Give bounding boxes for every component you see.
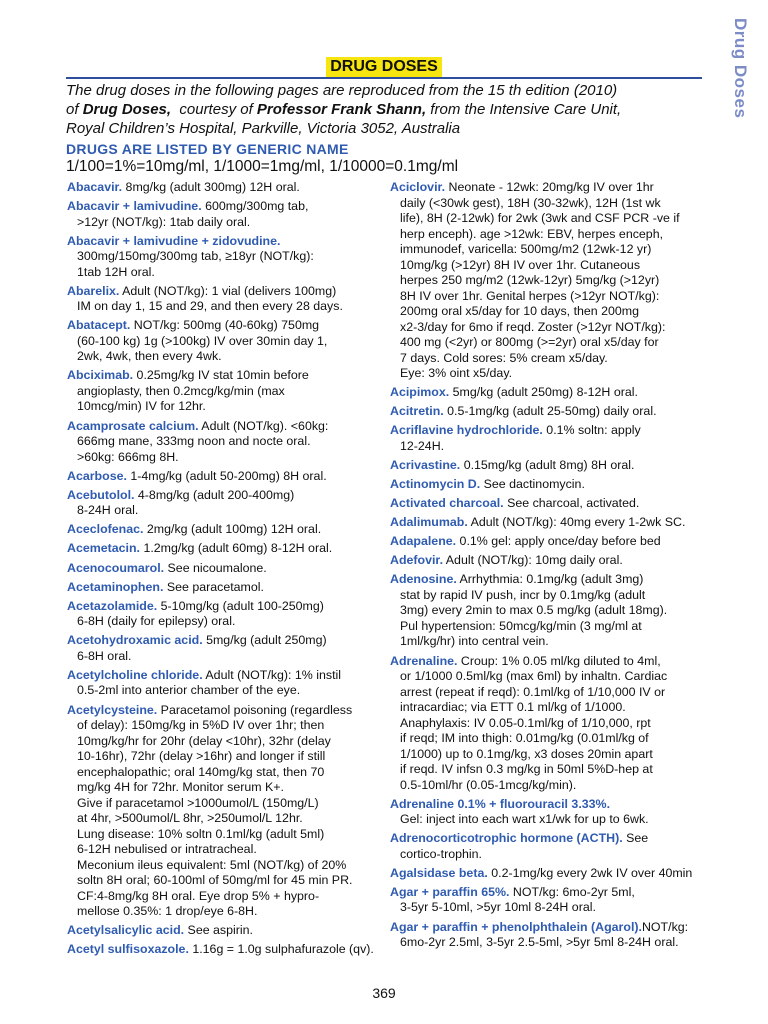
drug-entry-line: soltn 8H oral; 60-100ml of 50mg/ml for 45 min PR.: [77, 873, 353, 887]
drug-entry-line: 6mo-2yr 2.5ml, 3-5yr 2.5-5ml, >5yr 5ml 8-24H oral.: [400, 935, 679, 949]
drug-entry-first-line: [67, 284, 381, 300]
drug-entry-line: Give if paracetamol >1000umol/L (150mg/L): [77, 795, 319, 810]
drug-entry-line: x2-3/day for 6mo if reqd. Zoster (>12yr NOT/kg):: [400, 319, 666, 334]
drug-list-right-column: [390, 180, 708, 954]
drug-entry-first-line: [67, 469, 381, 485]
drug-entry-line: 10mg/kg (>12yr) 8H IV over 1hr. Cutaneous: [400, 257, 641, 272]
drug-entry: [390, 423, 708, 454]
intro-text: of: [66, 101, 83, 118]
drug-name: Acetazolamide.: [67, 598, 158, 613]
drug-dose-text: Croup: 1% 0.05 ml/kg diluted to 4ml,: [457, 653, 661, 668]
drug-entry-line: >60kg: 666mg 8H.: [77, 449, 179, 464]
intro-line-1: The drug doses in the following pages are reproduced from the 15 th edition (2010): [66, 82, 618, 99]
drug-dose-text: 1.16g = 1.0g sulphafurazole (qv).: [188, 942, 374, 957]
drug-name: Acetylsalicylic acid.: [67, 923, 185, 938]
drug-entry-line: angioplasty, then 0.2mcg/kg/min (max: [77, 383, 285, 398]
drug-entry-first-line: [67, 668, 381, 684]
drug-entry: [390, 404, 708, 420]
drug-entry: [390, 831, 708, 862]
drug-entry-line: Eye: 3% oint x5/day.: [400, 366, 513, 380]
drug-entry-first-line: [67, 180, 381, 196]
drug-name: Acetyl sulfisoxazole.: [67, 942, 189, 957]
drug-entry-line: 1tab 12H oral.: [77, 264, 155, 279]
drug-dose-text: 0.15mg/kg (adult 8mg) 8H oral.: [460, 457, 635, 472]
drug-entry-line: 6-8H oral.: [77, 648, 132, 663]
drug-entry-line: 8H IV over 1hr. Genital herpes (>12yr NOT/kg):: [400, 288, 660, 303]
drug-entry: [67, 368, 381, 415]
drug-entry-line: Pul hypertension: 50mcg/kg/min (3 mg/ml at: [400, 618, 642, 633]
drug-entry-line: Lung disease: 10% soltn 0.1ml/kg (adult 5ml): [77, 826, 325, 841]
drug-name: Acetohydroxamic acid.: [67, 633, 203, 648]
drug-entry: [390, 885, 708, 916]
drug-dose-text: Arrhythmia: 0.1mg/kg (adult 3mg): [456, 572, 644, 587]
drug-dose-text: NOT/kg: 6mo-2yr 5ml,: [509, 884, 635, 899]
drug-entry-first-line: [390, 866, 708, 882]
drug-entry-first-line: [67, 419, 381, 435]
drug-entry-first-line: [67, 234, 381, 250]
drug-entry-line: IM on day 1, 15 and 29, and then every 28 days.: [77, 299, 343, 314]
intro-book-title: Drug Doses,: [82, 101, 172, 118]
drug-name: Agar + paraffin + phenolphthalein (Agarol).: [390, 919, 642, 934]
drug-name: Adefovir.: [390, 553, 444, 568]
drug-entry-line: 2wk, 4wk, then every 4wk.: [77, 349, 222, 364]
page-title: DRUG DOSES: [326, 57, 442, 77]
drug-entry: [67, 923, 381, 939]
drug-entry: [67, 488, 381, 519]
drug-entry-first-line: [390, 553, 708, 569]
drug-list-left-column: [67, 180, 381, 961]
drug-entry-line: intracardiac; via ETT 0.1 ml/kg of 1/1000.: [400, 700, 626, 715]
drug-name: Acebutolol.: [67, 487, 135, 502]
drug-entry-first-line: [67, 318, 381, 334]
drug-entry: [390, 180, 708, 382]
drug-entry-first-line: [67, 942, 381, 958]
intro-paragraph: [66, 81, 706, 138]
drug-entry: [67, 180, 381, 196]
drug-dose-text: See charcoal, activated.: [503, 496, 640, 511]
drug-name: Abarelix.: [67, 283, 120, 298]
title-container: [0, 57, 768, 77]
drug-dose-text: Adult (NOT/kg). <60kg:: [198, 418, 329, 433]
drug-entry-line: Gel: inject into each wart x1/wk for up to 6wk.: [400, 812, 649, 827]
drug-dose-text: 0.1% gel: apply once/day before bed: [456, 534, 661, 549]
drug-dose-text: 0.1% soltn: apply: [542, 423, 641, 438]
drug-entry-line: 6-12H nebulised or intratracheal.: [77, 842, 257, 856]
drug-entry-first-line: [67, 199, 381, 215]
drug-dose-text: Adult (NOT/kg): 1% instil: [202, 667, 342, 682]
drug-name: Activated charcoal.: [390, 496, 504, 511]
drug-entry-first-line: [67, 923, 381, 939]
drug-name: Adrenocorticotrophic hormone (ACTH).: [390, 831, 623, 846]
drug-entry: [67, 580, 381, 596]
drug-entry-first-line: [67, 488, 381, 504]
drug-entry-line: 300mg/150mg/300mg tab, ≥18yr (NOT/kg):: [77, 249, 314, 264]
drug-name: Acitretin.: [390, 404, 444, 419]
drug-entry-first-line: [390, 515, 708, 531]
drug-dose-text: Adult (NOT/kg): 1 vial (delivers 100mg): [119, 283, 337, 298]
drug-dose-text: 2mg/kg (adult 100mg) 12H oral.: [143, 522, 322, 537]
drug-dose-text: 0.5-1mg/kg (adult 25-50mg) daily oral.: [443, 404, 657, 419]
drug-name: Adenosine.: [390, 572, 457, 587]
drug-dose-text: See nicoumalone.: [164, 560, 267, 575]
drug-entry-line: herp enceph). age >12wk: EBV, herpes enceph,: [400, 226, 664, 241]
drug-entry: [390, 458, 708, 474]
drug-dose-text: See aspirin.: [184, 923, 253, 938]
drug-name: Acenocoumarol.: [67, 560, 165, 575]
drug-entry: [390, 515, 708, 531]
drug-entry-first-line: [390, 572, 708, 588]
drug-entry: [67, 234, 381, 281]
drug-name: Acamprosate calcium.: [67, 418, 199, 433]
drug-entry-line: cortico-trophin.: [400, 846, 482, 861]
drug-entry: [67, 522, 381, 538]
drug-entry-line: stat by rapid IV push, incr by 0.1mg/kg (adult: [400, 587, 646, 602]
drug-dose-text: 600mg/300mg tab,: [201, 199, 309, 214]
intro-author: Professor Frank Shann,: [256, 101, 427, 118]
drug-entry-first-line: [67, 541, 381, 557]
drug-entry-line: 6-8H (daily for epilepsy) oral.: [77, 614, 236, 629]
drug-dose-text: Paracetamol poisoning (regardless: [157, 702, 353, 717]
drug-entry-first-line: [390, 423, 708, 439]
drug-dose-text: 1.2mg/kg (adult 60mg) 8-12H oral.: [140, 541, 333, 556]
drug-entry-line: arrest (repeat if reqd): 0.1ml/kg of 1/10,000 IV or: [400, 684, 666, 699]
drug-entry-line: 10mg/kg/hr for 20hr (delay <10hr), 32hr (delay: [77, 733, 331, 748]
drug-dose-text: 4-8mg/kg (adult 200-400mg): [134, 487, 295, 502]
drug-entry-line: herpes 250 mg/m2 (12wk-12yr) 5mg/kg (>12yr): [400, 273, 660, 287]
drug-entry: [390, 477, 708, 493]
drug-entry-line: mellose 0.35%: 1 drop/eye 6-8H.: [77, 904, 258, 918]
drug-entry-line: encephalopathic; oral 140mg/kg stat, then 70: [77, 764, 325, 779]
drug-entry: [390, 385, 708, 401]
intro-text: from the Intensive Care Unit,: [426, 101, 622, 118]
drug-name: Abatacept.: [67, 318, 131, 333]
intro-line-3: Royal Children’s Hospital, Parkville, Victoria 3052, Australia: [66, 120, 461, 137]
drug-name: Aciclovir.: [390, 180, 446, 194]
drug-entry-line: >12yr (NOT/kg): 1tab daily oral.: [77, 214, 251, 229]
drug-entry-line: of delay): 150mg/kg in 5%D IV over 1hr; then: [77, 718, 325, 732]
drug-entry-line: 0.5-2ml into anterior chamber of the eye.: [77, 683, 301, 698]
drug-dose-text: See dactinomycin.: [480, 476, 585, 491]
drug-name: Acriflavine hydrochloride.: [390, 423, 543, 438]
drug-entry-line: at 4hr, >500umol/L 8hr, >250umol/L 12hr.: [77, 811, 303, 825]
drug-entry: [67, 942, 381, 958]
drug-name: Adapalene.: [390, 534, 457, 549]
drug-name: Acetylcholine chloride.: [67, 667, 203, 682]
drug-entry: [67, 703, 381, 920]
drug-name: Agalsidase beta.: [390, 865, 488, 880]
drug-dose-text: 5-10mg/kg (adult 100-250mg): [157, 598, 324, 613]
drug-dose-text: See: [622, 831, 649, 846]
drug-name: Abacavir.: [67, 180, 123, 194]
drug-dose-text: Neonate - 12wk: 20mg/kg IV over 1hr: [445, 180, 654, 194]
drug-entry-first-line: [67, 580, 381, 596]
drug-entry-line: mg/kg 4H for 72hr. Monitor serum K+.: [77, 780, 284, 794]
drug-entry-first-line: [390, 797, 708, 813]
drug-entry-first-line: [390, 404, 708, 420]
section-heading: DRUGS ARE LISTED BY GENERIC NAME: [66, 141, 349, 157]
drug-entry-line: 10-16hr), 72hr (delay >16hr) and longer if still: [77, 749, 326, 763]
drug-entry: [390, 797, 708, 828]
intro-text: courtesy of: [171, 101, 257, 118]
drug-dose-text: NOT/kg: 500mg (40-60kg) 750mg: [130, 318, 320, 333]
drug-entry-line: 10mcg/min) IV for 12hr.: [77, 399, 206, 414]
drug-entry-first-line: [67, 368, 381, 384]
drug-entry: [390, 496, 708, 512]
drug-entry-first-line: [67, 599, 381, 615]
drug-name: Acrivastine.: [390, 457, 461, 472]
page-number: 369: [372, 985, 396, 1001]
drug-entry-line: 12-24H.: [400, 438, 445, 453]
drug-entry-line: if reqd; IM into thigh: 0.01mg/kg (0.01ml/kg of: [400, 731, 649, 746]
drug-entry: [67, 561, 381, 577]
drug-entry-first-line: [390, 831, 708, 847]
drug-entry-line: life), 8H (2-12wk) for 2wk (3wk and CSF PCR -ve if: [400, 211, 680, 225]
drug-entry-line: or 1/1000 0.5ml/kg (max 6ml) by inhaltn. Cardiac: [400, 669, 668, 684]
drug-name: Abacavir + lamivudine.: [67, 199, 202, 214]
drug-name: Actinomycin D.: [390, 476, 481, 491]
drug-dose-text: 5mg/kg (adult 250mg) 8-12H oral.: [449, 385, 638, 400]
section-tab-label: Drug Doses: [731, 18, 750, 119]
drug-name: Acetylcysteine.: [67, 702, 158, 717]
drug-dose-text: Adult (NOT/kg): 10mg daily oral.: [443, 553, 623, 568]
drug-entry-line: daily (<30wk gest), 18H (30-32wk), 12H (1st wk: [400, 195, 661, 210]
drug-entry-first-line: [390, 458, 708, 474]
drug-entry-first-line: [67, 561, 381, 577]
drug-entry: [390, 654, 708, 794]
drug-entry-line: (60-100 kg) 1g (>100kg) IV over 30min day 1,: [77, 333, 328, 348]
drug-entry: [67, 668, 381, 699]
drug-entry-first-line: [390, 885, 708, 901]
drug-entry-line: CF:4-8mg/kg 8H oral. Eye drop 5% + hypro-: [77, 888, 320, 903]
drug-entry-first-line: [390, 534, 708, 550]
drug-entry: [390, 534, 708, 550]
drug-entry: [67, 541, 381, 557]
drug-entry-line: 3mg) every 2min to max 0.5 mg/kg (adult 18mg).: [400, 603, 668, 618]
drug-entry-line: 666mg mane, 333mg noon and nocte oral.: [77, 434, 311, 449]
drug-entry: [67, 199, 381, 230]
drug-entry: [67, 318, 381, 365]
drug-name: Agar + paraffin 65%.: [390, 884, 510, 899]
drug-entry-first-line: [390, 385, 708, 401]
drug-dose-text: 8mg/kg (adult 300mg) 12H oral.: [122, 180, 300, 194]
drug-entry: [67, 599, 381, 630]
drug-entry: [390, 572, 708, 650]
drug-dose-text: 1-4mg/kg (adult 50-200mg) 8H oral.: [126, 468, 327, 483]
drug-name: Aceclofenac.: [67, 522, 144, 537]
drug-entry: [390, 866, 708, 882]
drug-entry-line: 1/1000) up to 0.1mg/kg, x3 doses 20min apart: [400, 746, 653, 761]
drug-entry-line: 7 days. Cold sores: 5% cream x5/day.: [400, 350, 608, 365]
drug-name: Adrenaline 0.1% + fluorouracil 3.33%.: [390, 796, 611, 811]
drug-entry-first-line: [67, 703, 381, 719]
drug-dose-text: See paracetamol.: [163, 579, 264, 594]
drug-entry-line: 3-5yr 5-10ml, >5yr 10ml 8-24H oral.: [400, 900, 596, 915]
drug-entry-line: 8-24H oral.: [77, 503, 139, 518]
drug-name: Adrenaline.: [390, 653, 458, 668]
drug-name: Acetaminophen.: [67, 579, 164, 594]
drug-dose-text: 5mg/kg (adult 250mg): [202, 633, 327, 648]
drug-entry: [67, 633, 381, 664]
drug-entry-first-line: [390, 654, 708, 670]
drug-name: Abciximab.: [67, 368, 134, 383]
drug-entry-line: 200mg oral x5/day for 10 days, then 200mg: [400, 304, 640, 318]
concentration-conversion: 1/100=1%=10mg/ml, 1/1000=1mg/ml, 1/10000=0.1mg/ml: [66, 158, 459, 175]
drug-dose-text: 0.2-1mg/kg every 2wk IV over 40min: [487, 865, 693, 880]
drug-entry-first-line: [390, 920, 708, 936]
drug-entry: [390, 553, 708, 569]
drug-entry-line: immunodef, varicella: 500mg/m2 (12wk-12 yr): [400, 242, 652, 256]
drug-name: Abacavir + lamivudine + zidovudine.: [67, 233, 281, 248]
drug-entry-first-line: [390, 477, 708, 493]
drug-entry-first-line: [390, 496, 708, 512]
drug-entry-first-line: [67, 633, 381, 649]
drug-entry-first-line: [390, 180, 708, 196]
drug-name: Acemetacin.: [67, 541, 141, 556]
drug-name: Acipimox.: [390, 385, 450, 400]
drug-entry-line: 400 mg (<2yr) or 800mg (>=2yr) oral x5/day for: [400, 335, 659, 349]
drug-entry-line: 1ml/kg/hr) into central vein.: [400, 634, 549, 649]
drug-entry-line: Meconium ileus equivalent: 5ml (NOT/kg) of 20%: [77, 857, 347, 872]
drug-name: Adalimumab.: [390, 515, 468, 530]
intro-line-2: [66, 100, 706, 119]
drug-entry-line: 0.5-10ml/hr (0.05-1mcg/kg/min).: [400, 777, 577, 792]
title-underline: [66, 77, 702, 79]
drug-name: Acarbose.: [67, 468, 127, 483]
drug-entry-first-line: [67, 522, 381, 538]
drug-dose-text: Adult (NOT/kg): 40mg every 1-2wk SC.: [467, 515, 686, 530]
drug-entry: [67, 469, 381, 485]
drug-entry: [67, 284, 381, 315]
drug-dose-text: 0.25mg/kg IV stat 10min before: [133, 368, 309, 383]
drug-entry-line: Anaphylaxis: IV 0.05-0.1ml/kg of 1/10,000, rpt: [400, 715, 651, 730]
drug-entry: [390, 920, 708, 951]
drug-dose-text: NOT/kg:: [641, 919, 689, 934]
drug-entry-line: if reqd. IV infsn 0.3 mg/kg in 50ml 5%D-hep at: [400, 762, 653, 777]
drug-entry: [67, 419, 381, 466]
